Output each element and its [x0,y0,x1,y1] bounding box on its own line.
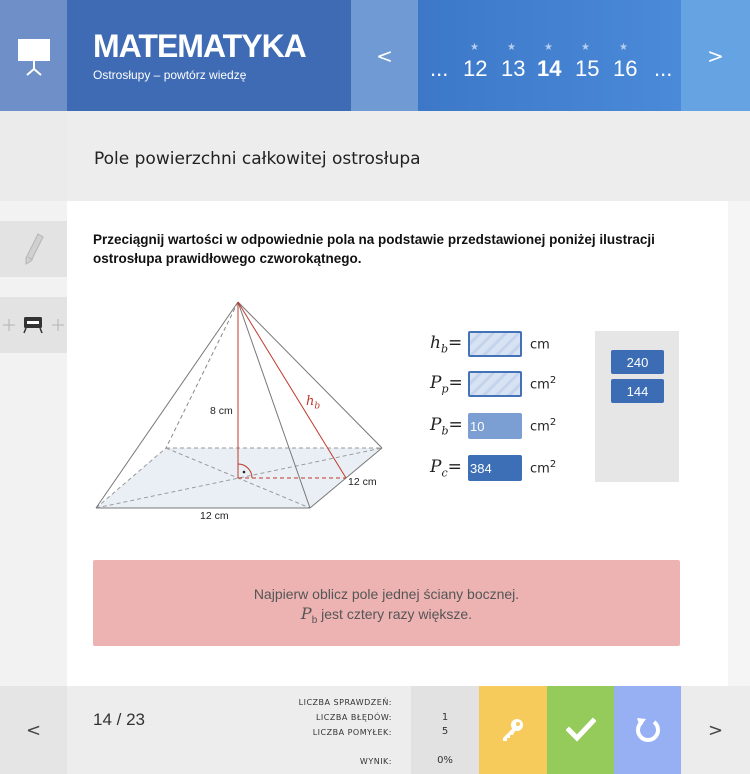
height-label: 8 cm [210,405,233,417]
reset-button[interactable] [614,686,681,774]
footer-next-button[interactable]: > [681,686,750,774]
page-navigator [418,0,681,111]
lateral-edge [238,302,382,448]
header-prev-button[interactable]: < [351,0,418,111]
equation-row-pc [430,455,556,481]
app-header [0,0,750,111]
keyboard-tool-button[interactable] [0,297,67,353]
right-angle-dot [243,471,246,474]
pyramid-drawing [88,296,388,526]
drop-box-pp[interactable] [468,371,522,397]
unit-label: $cm^2$ [530,417,557,435]
header-next-button[interactable]: > [681,0,750,111]
score-label: WYNIK: [359,757,392,766]
star-icon: ★ [619,42,628,53]
unit-label: $cm^2$ [530,459,557,477]
mistakes-label: LICZBA POMYŁEK: [312,728,392,737]
pencil-icon [23,232,45,266]
base-label: 12 cm [200,510,229,522]
page-12[interactable]: 12 [463,56,488,81]
page-ellipsis-left[interactable]: ... [430,56,449,81]
stats-values [411,686,479,774]
page-16[interactable]: 16 [613,56,638,81]
app-title-block [67,0,351,111]
pyramid-illustration [88,296,388,530]
eq-symbol: $P_b=$ [430,414,463,438]
page-ellipsis-right[interactable]: ... [654,56,673,81]
task-instruction: Przeciągnij wartości w odpowiednie pola na podstawie przedstawionej poniżej ilustracji ostrosłupa prawidłowego czworokątnego. [93,232,655,266]
hint-line-2: $P_b$ jest cztery razy większe. [300,604,473,626]
app-title: MATEMATYKA [93,28,306,64]
topic-bar [67,111,750,201]
show-answer-button[interactable] [479,686,547,774]
move-keyboard-icon [0,313,67,337]
exercise-counter: 14 / 23 [93,710,145,729]
mistakes-value: 5 [441,726,449,737]
errors-value: 1 [441,712,449,723]
score-value: 0% [437,755,453,766]
topic-left-spacer [0,111,67,201]
check-answer-button[interactable] [547,686,614,774]
hint-line-1: Najpierw oblicz pole jednej ściany bocznej. [253,586,520,602]
reset-icon [634,716,662,744]
slant-label: $h_b$ [306,394,321,412]
answer-chip-144[interactable]: 144 [611,379,664,403]
unit-label: cm [530,337,550,353]
page-13[interactable]: 13 [501,56,526,81]
page-15[interactable]: 15 [575,56,600,81]
star-icon: ★ [581,42,590,53]
hint-box [93,560,680,646]
checkmark-icon [566,717,596,743]
footer-bar [0,686,750,774]
unit-label: $cm^2$ [530,375,557,393]
eq-symbol: $P_p=$ [430,372,463,396]
answer-chip-240[interactable]: 240 [611,350,664,374]
drop-box-pb[interactable]: 10 [468,413,522,439]
errors-label: LICZBA BŁĘDÓW: [315,713,392,722]
equation-row-hb [430,331,550,357]
right-margin [728,201,750,686]
star-icon: ★ [470,42,479,53]
drop-box-hb[interactable] [468,331,522,357]
key-icon [500,717,526,743]
page-14-current[interactable]: 14 [537,56,562,81]
answer-bank [595,331,679,482]
checks-label: LICZBA SPRAWDZEŃ: [298,698,392,707]
equation-row-pp [430,371,556,397]
side-label: 12 cm [348,476,377,488]
eq-symbol: $h_b=$ [430,332,463,356]
footer-prev-button[interactable]: < [0,686,67,774]
presentation-board-icon[interactable] [0,0,67,111]
hidden-edge [166,302,238,448]
star-icon: ★ [544,42,553,53]
stats-labels [250,686,410,774]
equation-row-pb [430,413,556,439]
app-subtitle: Ostrosłupy – powtórz wiedzę [93,68,247,82]
left-sidebar [0,201,67,686]
eq-symbol: $P_c=$ [430,456,462,480]
topic-title: Pole powierzchni całkowitej ostrosłupa [94,149,421,169]
star-icon: ★ [507,42,516,53]
drop-box-pc[interactable]: 384 [468,455,522,481]
pencil-tool-button[interactable] [0,221,67,277]
